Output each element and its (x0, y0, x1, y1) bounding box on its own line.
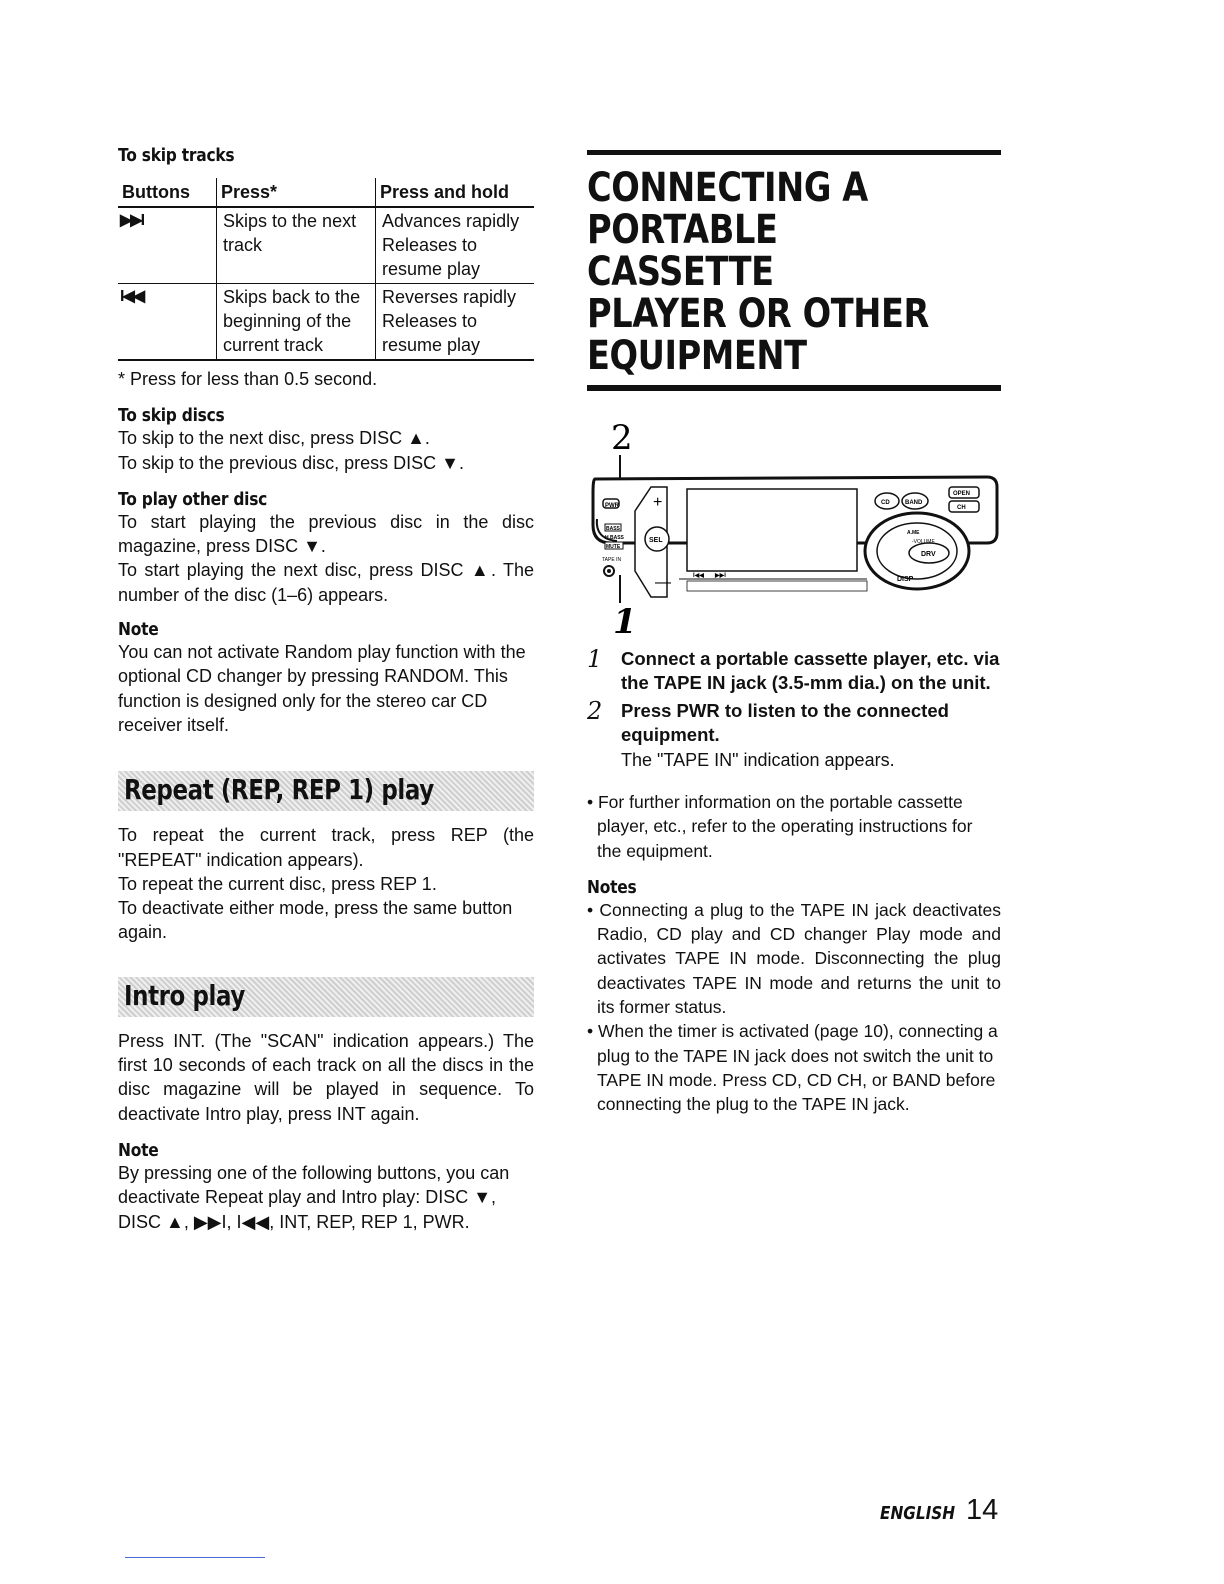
further-info: • For further information on the portable cassette player, etc., refer to the operating instructions for the equipment. (587, 792, 973, 861)
hold-cell: Reverses rapidly Releases to resume play (376, 284, 535, 361)
callout-1: 1 (613, 602, 637, 641)
next-track-icon: ▶▶I (118, 207, 217, 284)
press-cell: Skips to the next track (217, 207, 376, 284)
hbass-label: H.BASS (605, 535, 624, 541)
note-heading: Note (118, 619, 159, 641)
step-subtext: The "TAPE IN" indication appears. (621, 750, 895, 770)
cd-label: CD (881, 500, 890, 506)
notes-heading: Notes (587, 876, 637, 898)
repeat-banner (118, 771, 534, 811)
repeat-line3: To deactivate either mode, press the same button again. (118, 898, 513, 943)
bass-label: BASS (606, 526, 620, 532)
step-item (587, 699, 1001, 772)
header-press-hold: Press and hold (376, 178, 535, 207)
play-other-heading: To play other disc (118, 488, 268, 510)
steps-list (587, 647, 1001, 772)
notes-bullet: • Connecting a plug to the TAPE IN jack deactivates Radio, CD play and CD changer Play mode and activates TAPE IN mode. Disconnecting the plug deactivates TAPE IN mode and returns the unit to its former status. (587, 899, 1001, 1018)
notes-bullet: • When the timer is activated (page 10), connecting a plug to the TAPE IN jack does not switch the unit to TAPE IN mode. Press CD, CD CH, or BAND before connecting the plug to the TAPE IN jack. (587, 1021, 998, 1115)
table-row (118, 284, 534, 361)
repeat-line2: To repeat the current disc, press REP 1. (118, 873, 437, 894)
ame-label: A.ME (907, 530, 920, 536)
title-rule-bottom (587, 385, 1001, 391)
car-stereo-diagram (587, 401, 1001, 641)
footer-language: ENGLISH (880, 1503, 956, 1524)
prev-track-mini-icon: I◀◀ (693, 573, 704, 579)
title-line: PLAYER OR OTHER (587, 291, 929, 337)
title-line: PORTABLE CASSETTE (587, 207, 778, 295)
page-number: 14 (966, 1494, 999, 1526)
hold-cell: Advances rapidly Releases to resume play (376, 207, 535, 284)
callout-2: 2 (611, 418, 633, 458)
display-window (687, 489, 857, 571)
open-label: OPEN (953, 491, 971, 497)
drv-label: DRV (921, 551, 936, 558)
step-text: Press PWR to listen to the connected equipment. (621, 700, 949, 745)
next-track-mini-icon: ▶▶I (715, 573, 726, 579)
step-number: 1 (587, 645, 603, 673)
ch-label: CH (957, 505, 966, 511)
table-footnote: * Press for less than 0.5 second. (118, 369, 378, 389)
skip-tracks-table (118, 178, 534, 361)
header-press: Press* (217, 178, 376, 207)
band-label: BAND (905, 500, 923, 506)
note-text: You can not activate Random play function with the optional CD changer by pressing RANDOM. This function is designed only for the stereo car CD receiver itself. (118, 642, 526, 735)
knob-label: -VOLUME (912, 539, 935, 545)
step-number: 2 (587, 697, 603, 725)
title-rule-top (587, 150, 1001, 155)
skip-discs-heading: To skip discs (118, 405, 225, 427)
skip-discs-line1: To skip to the next disc, press DISC ▲. (118, 428, 430, 449)
intro-text: Press INT. (The "SCAN" indication appears.) The first 10 seconds of each track on all the discs in the disc magazine will be played in sequence. To deactivate Intro play, press INT again. (118, 1030, 534, 1124)
sel-label: SEL (649, 537, 663, 544)
mute-label: MUTE (606, 544, 621, 550)
right-column (587, 150, 1001, 1117)
skip-tracks-heading: To skip tracks (118, 145, 235, 166)
pwr-label: PWR (605, 503, 619, 509)
press-cell: Skips back to the beginning of the current track (217, 284, 376, 361)
table-row (118, 207, 534, 284)
plus-icon: + (653, 494, 663, 511)
left-column (118, 145, 534, 1234)
repeat-line1: To repeat the current track, press REP (the "REPEAT" indication appears). (118, 825, 534, 870)
car-stereo-illustration (587, 401, 1001, 641)
intro-banner (118, 977, 534, 1017)
intro-banner-title: Intro play (124, 978, 245, 1012)
title-line: CONNECTING A (587, 165, 868, 211)
note-heading: Note (118, 1139, 159, 1161)
title-line: EQUIPMENT (587, 333, 807, 379)
bottom-divider (125, 1557, 265, 1558)
previous-track-icon: I◀◀ (118, 284, 217, 361)
play-other-line1: To start playing the previous disc in the disc magazine, press DISC ▼. (118, 511, 534, 557)
tape-in-label: TAPE IN (602, 557, 622, 563)
header-buttons: Buttons (118, 178, 217, 207)
table-header-row (118, 178, 534, 207)
preset-buttons (687, 572, 867, 591)
skip-discs-line2: To skip to the previous disc, press DISC ▼. (118, 452, 464, 473)
minus-icon: — (655, 574, 671, 591)
repeat-banner-title: Repeat (REP, REP 1) play (124, 773, 434, 807)
step-text: Connect a portable cassette player, etc. via the TAPE IN jack (3.5-mm dia.) on the unit. (621, 648, 1000, 693)
disp-label: DISP (897, 576, 914, 583)
step-item (587, 647, 1001, 695)
play-other-line2: To start playing the next disc, press DISC ▲. The number of the disc (1–6) appears. (118, 560, 534, 605)
section-title (587, 167, 935, 377)
note-text: By pressing one of the following buttons, you can deactivate Repeat play and Intro play: DISC ▼, DISC ▲, ▶▶I, I◀◀, INT, REP, REP 1, PWR. (118, 1162, 510, 1232)
